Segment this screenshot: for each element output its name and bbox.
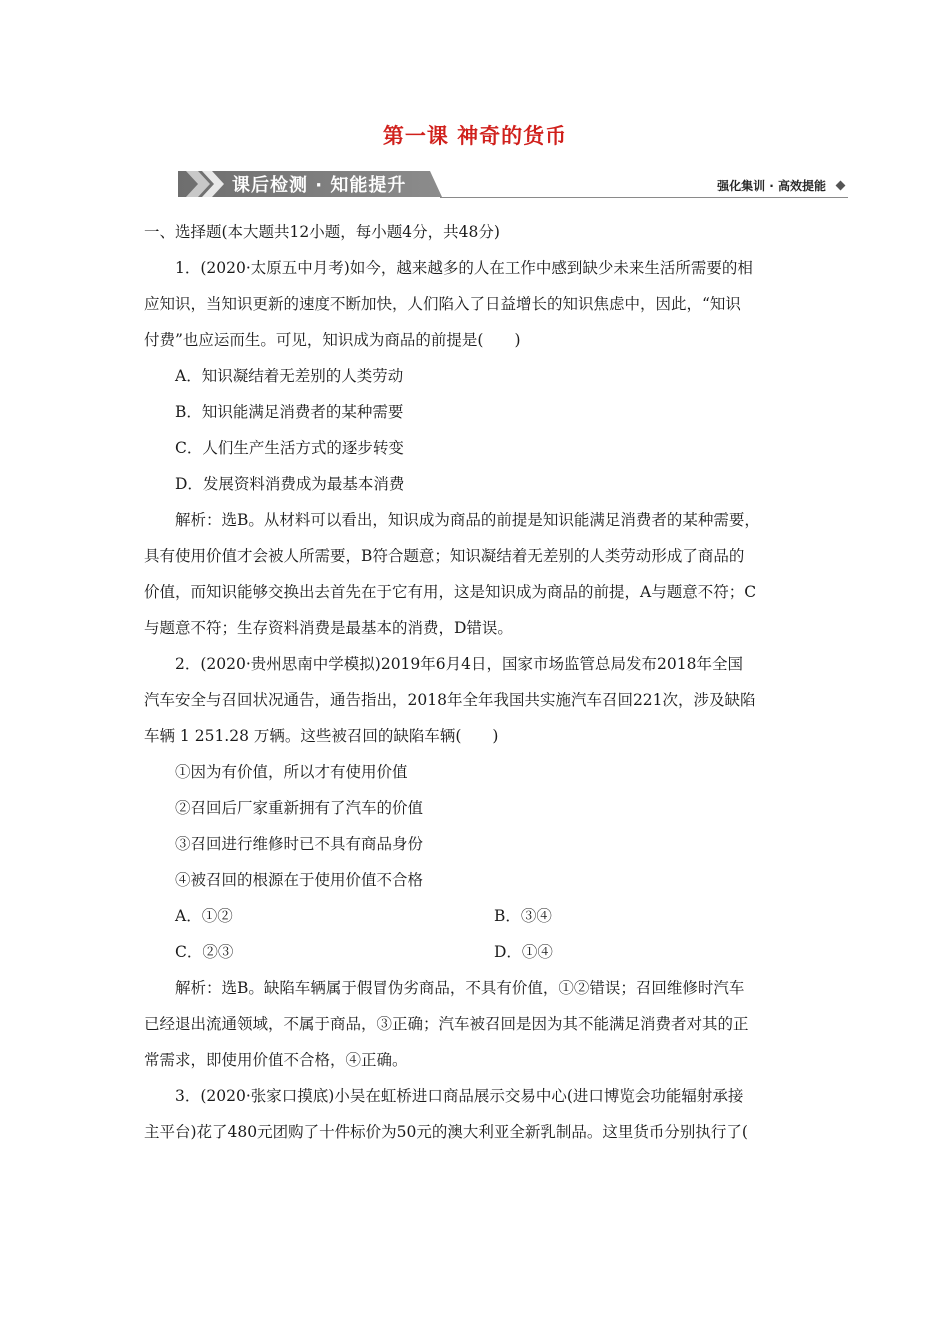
question-2-item: ①因为有价值，所以才有使用价值 — [175, 763, 408, 781]
question-2-analysis-line: 常需求，即使用价值不合格，④正确。 — [144, 1051, 408, 1069]
banner-title: 课后检测 · 知能提升 — [232, 175, 407, 196]
question-1-option-d: D．发展资料消费成为最基本消费 — [175, 475, 405, 493]
question-2-stem-line: 车辆 1 251.28 万辆。这些被召回的缺陷车辆( ) — [144, 727, 499, 745]
document-body — [144, 214, 810, 1150]
question-1-stem-line: 应知识，当知识更新的速度不断加快，人们陷入了日益增长的知识焦虑中，因此，“知识 — [144, 295, 741, 313]
question-2-options-row — [144, 934, 810, 970]
banner-subtitle: 强化集训 · 高效提能 — [717, 179, 826, 193]
question-1-analysis-line: 与题意不符；生存资料消费是最基本的消费，D错误。 — [144, 619, 513, 637]
question-2-options-row — [144, 898, 810, 934]
question-2-option-b: B．③④ — [494, 907, 552, 925]
question-2-analysis-line: 已经退出流通领域，不属于商品，③正确；汽车被召回是因为其不能满足消费者对其的正 — [144, 1015, 749, 1033]
page-title: 第一课 神奇的货币 — [382, 124, 568, 148]
question-1-analysis-line: 价值，而知识能够交换出去首先在于它有用，这是知识成为商品的前提，A与题意不符；C — [144, 583, 757, 601]
question-2-option-a: A．①② — [175, 907, 233, 925]
section-header: 一、选择题(本大题共12小题，每小题4分，共48分) — [144, 223, 500, 241]
question-1-stem-line: 付费”也应运而生。可见，知识成为商品的前提是( ) — [144, 331, 521, 349]
question-2-analysis-line: 解析：选B。缺陷车辆属于假冒伪劣商品，不具有价值，①②错误；召回维修时汽车 — [175, 979, 745, 997]
question-1-option-b: B．知识能满足消费者的某种需要 — [175, 403, 404, 421]
question-1-analysis-line: 解析：选B。从材料可以看出，知识成为商品的前提是知识能满足消费者的某种需要， — [175, 511, 760, 529]
banner-underline — [440, 197, 848, 198]
question-3-stem-line: 主平台)花了480元团购了十件标价为50元的澳大利亚全新乳制品。这里货币分别执行了( — [144, 1123, 748, 1141]
section-banner — [178, 167, 850, 201]
question-1-option-c: C．人们生产生活方式的逐步转变 — [175, 439, 404, 457]
question-2-stem-line: 汽车安全与召回状况通告，通告指出，2018年全年我国共实施汽车召回221次，涉及缺陷 — [144, 691, 756, 709]
question-2-option-d: D．①④ — [494, 943, 553, 961]
question-3-stem-line: 3．(2020·张家口摸底)小吴在虹桥进口商品展示交易中心(进口博览会功能辐射承接 — [175, 1087, 744, 1105]
question-2-stem-line: 2．(2020·贵州思南中学模拟)2019年6月4日，国家市场监管总局发布2018年全国 — [175, 655, 743, 673]
question-1-analysis-line: 具有使用价值才会被人所需要，B符合题意；知识凝结着无差别的人类劳动形成了商品的 — [144, 547, 745, 565]
question-2-item: ②召回后厂家重新拥有了汽车的价值 — [175, 799, 424, 817]
question-1-option-a: A．知识凝结着无差别的人类劳动 — [175, 367, 404, 385]
question-1-stem-line: 1．(2020·太原五中月考)如今，越来越多的人在工作中感到缺少未来生活所需要的相 — [175, 259, 753, 277]
question-2-item: ④被召回的根源在于使用价值不合格 — [175, 871, 424, 889]
question-2-item: ③召回进行维修时已不具有商品身份 — [175, 835, 424, 853]
question-2-option-c: C．②③ — [175, 943, 234, 961]
